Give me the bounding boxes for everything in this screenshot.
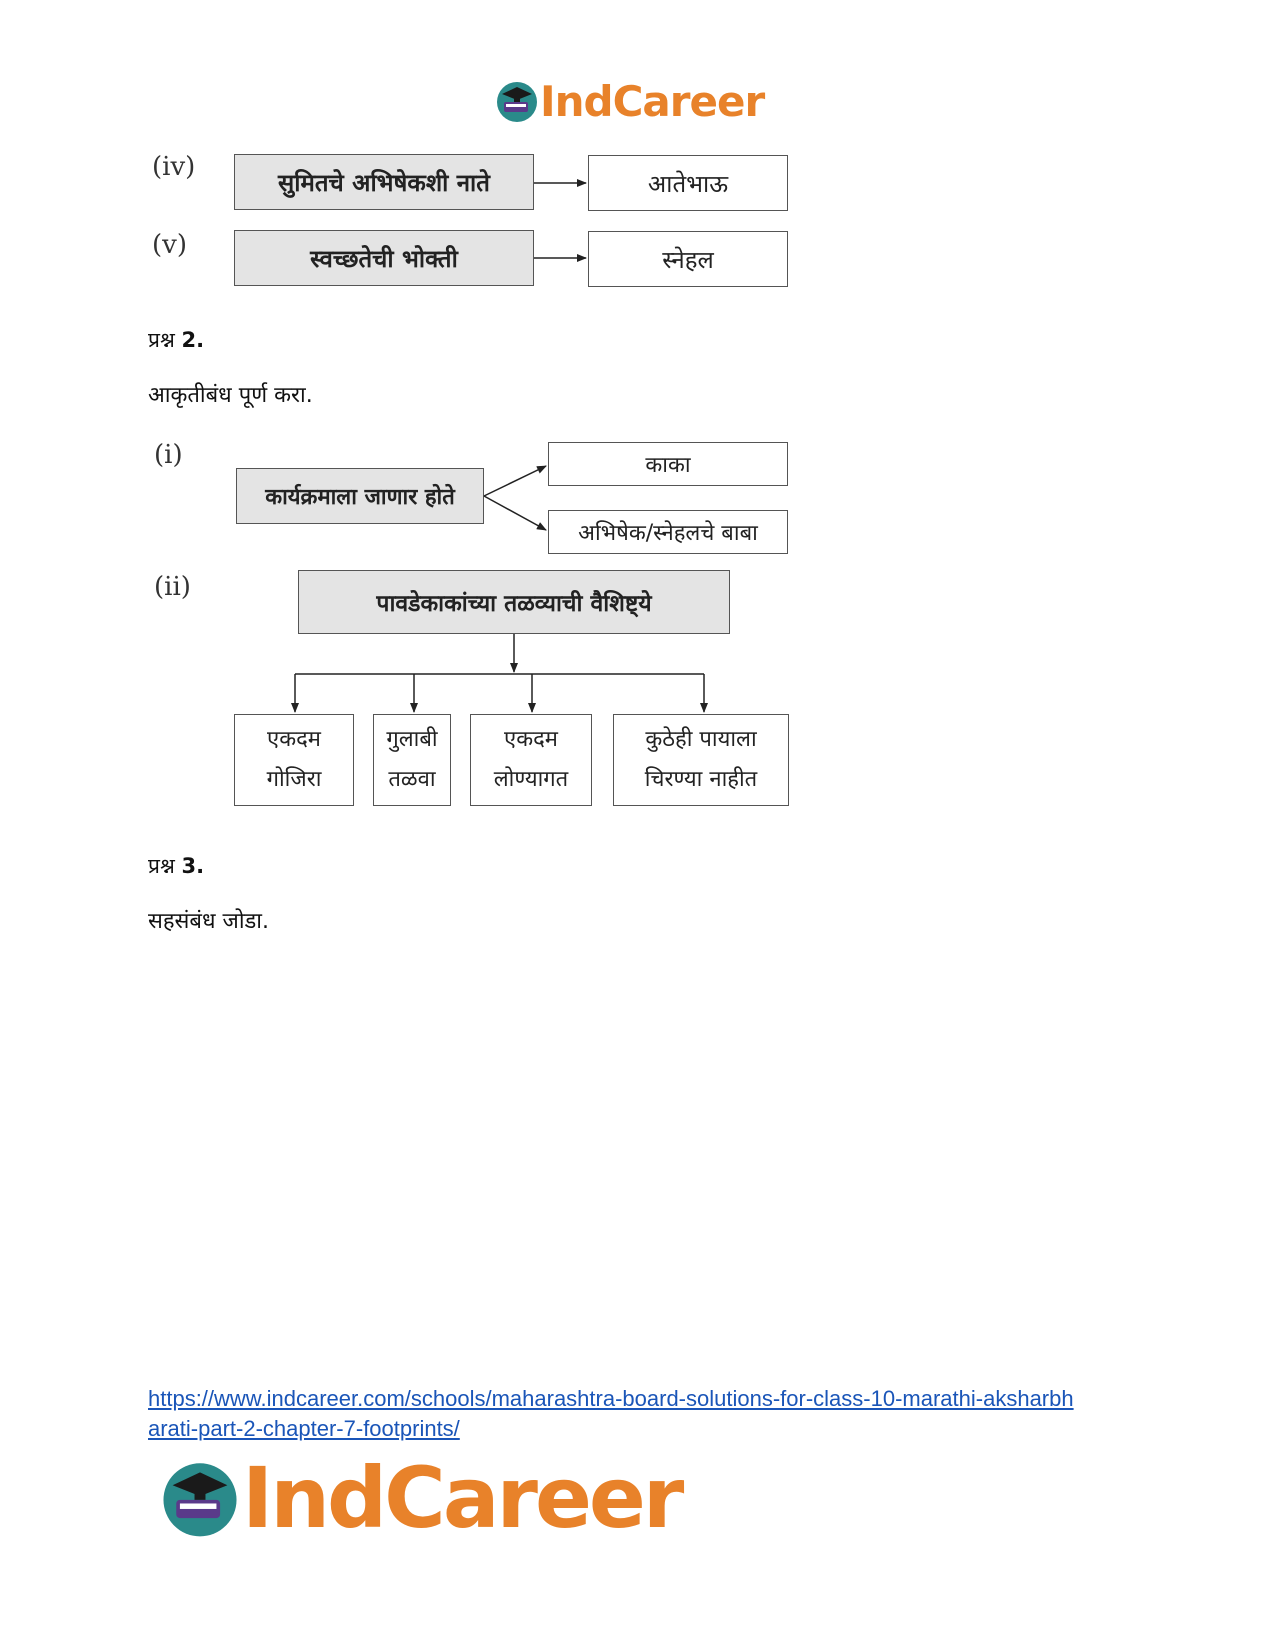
arrow-i-2 (484, 496, 546, 530)
relation-box-iv-text: सुमितचे अभिषेकशी नाते (278, 168, 490, 197)
footer-logo (158, 1448, 681, 1548)
diagram-ii-target-2-line1: गुलाबी (386, 727, 438, 752)
diagram-ii-target-3-line1: एकदम (504, 727, 558, 752)
diagram-ii-target-1-line1: एकदम (267, 727, 321, 752)
question-2-prefix: प्रश्न (148, 328, 175, 352)
answer-box-iv-text: आतेभाऊ (647, 169, 729, 198)
diagram-i-source-text: कार्यक्रमाला जाणार होते (265, 485, 455, 510)
diagram-ii-target-3-line2: लोण्यागत (493, 767, 569, 792)
graduation-book-icon (158, 1456, 242, 1540)
item-label-ii: (ii) (154, 572, 191, 602)
footer-link-line-2[interactable]: arati-part-2-chapter-7-footprints/ (148, 1416, 460, 1441)
footer-logo-text: IndCareer (242, 1449, 682, 1547)
footer-link-block[interactable] (148, 1384, 1148, 1444)
arrow-i-1 (484, 466, 546, 496)
question-3-number: 3. (181, 854, 205, 878)
item-label-i: (i) (154, 440, 183, 470)
diagram-i-target-1-text: काका (645, 453, 691, 478)
answer-box-v-text: स्नेहल (662, 245, 714, 274)
item-label-iv: (iv) (152, 152, 196, 182)
diagram-ii-target-1-line2: गोजिरा (266, 767, 322, 792)
item-label-v: (v) (152, 230, 187, 260)
question-2-number: 2. (181, 328, 205, 352)
question-2-instruction: आकृतीबंध पूर्ण करा. (148, 383, 313, 408)
relation-box-v-text: स्वच्छतेची भोक्ती (310, 244, 458, 273)
diagram-ii-target-4-line2: चिरण्या नाहीत (644, 767, 758, 792)
header-logo-text: IndCareer (540, 76, 765, 126)
diagram-ii-target-2-line2: तळवा (388, 767, 436, 792)
diagram-ii-target-4-line1: कुठेही पायाला (645, 727, 757, 752)
diagram-ii-source-text: पावडेकाकांच्या तळव्याची वैशिष्ट्ये (376, 591, 652, 617)
question-3-prefix: प्रश्न (148, 854, 175, 878)
question-3-heading (148, 852, 204, 880)
diagram-i-target-2-text: अभिषेक/स्नेहलचे बाबा (578, 521, 758, 546)
footer-link-line-1[interactable]: https://www.indcareer.com/schools/maharashtra-board-solutions-for-class-10-marathi-aksharbh (148, 1386, 1074, 1411)
question-3-instruction: सहसंबंध जोडा. (148, 909, 269, 934)
